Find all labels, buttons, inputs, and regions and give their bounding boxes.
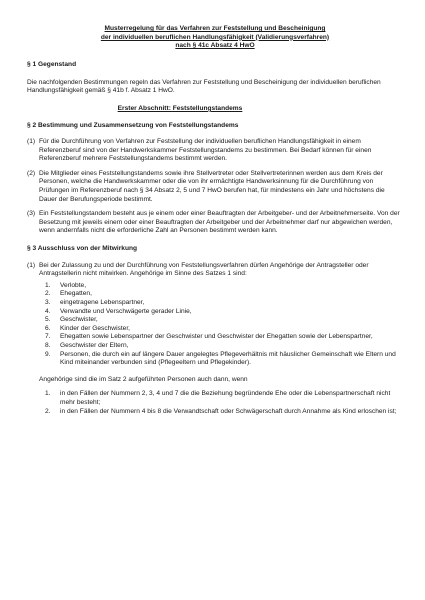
relatives-conditions-list xyxy=(45,390,403,416)
para-text: Die Mitglieder eines Feststellungstandems sowie ihre Stellvertreter oder Stellvertreterinnen werden aus dem Kreis der Personen, welche die Handwerkskammer oder die von ihr ermächtigte Handwerksinnung für die Durchführung von Prüfungen im Referenzberuf nach § 34 Absatz 2, 5 und 7 HwO berufen hat, für mindestens ein Jahr und höchstens die Dauer der Berufungsperiode bestimmt. xyxy=(39,169,385,203)
list-item xyxy=(45,325,403,334)
para-number: (1) xyxy=(27,138,36,146)
list-item xyxy=(45,316,403,325)
para-number: (3) xyxy=(27,210,36,218)
document-title xyxy=(27,25,403,51)
list-item-text: Geschwister der Eltern, xyxy=(60,341,129,349)
section-abschnitt-heading: Erster Abschnitt: Feststellungstandems xyxy=(117,104,243,112)
section-1-text: Die nachfolgenden Bestimmungen regeln das Verfahren zur Feststellung und Bescheinigung der individuellen beruflichen Handlungsfähigkeit gemäß § 41b f. Absatz 1 HwO. xyxy=(27,78,381,95)
section-3-heading: § 3 Ausschluss von der Mitwirkung xyxy=(27,245,138,253)
list-item xyxy=(45,390,403,407)
list-item-number: 9. xyxy=(45,350,51,358)
para-number: (2) xyxy=(27,169,36,177)
list-item-text: in den Fällen der Nummern 2, 3, 4 und 7 die die Beziehung begründende Ehe oder die Lebenspartnerschaft nicht mehr besteht; xyxy=(60,390,391,406)
list-item-number: 5. xyxy=(45,316,51,324)
list-item-number: 2. xyxy=(45,407,51,415)
section-2-para xyxy=(27,138,403,164)
list-item xyxy=(45,408,403,417)
list-item-text: Ehegatten, xyxy=(60,290,92,298)
section-2-para xyxy=(27,210,403,236)
list-item xyxy=(45,333,403,342)
section-3-para-1 xyxy=(27,262,403,279)
list-item xyxy=(45,308,403,317)
para-text: Für die Durchführung von Verfahren zur Feststellung der individuellen beruflichen Handlungsfähigkeit in einem Referenzberuf sind von der Handwerkskammer Feststellungstandems zu bestimmen. Bei Bedarf können für einen Referenzberuf mehrere Feststellungstandems bestimmt werden. xyxy=(39,138,372,163)
list-item-number: 6. xyxy=(45,324,51,332)
section-2-paragraphs xyxy=(27,138,403,236)
list-item xyxy=(45,351,403,368)
section-2-heading: § 2 Bestimmung und Zusammensetzung von Feststellungstandems xyxy=(27,122,239,130)
list-item-text: Ehegatten sowie Lebenspartner der Geschwister und Geschwister der Ehegatten sowie der Lebenspartner, xyxy=(60,333,373,341)
list-item-text: eingetragene Lebenspartner, xyxy=(60,298,145,306)
para-number: (1) xyxy=(27,261,36,269)
list-item-number: 4. xyxy=(45,307,51,315)
list-item-text: Geschwister, xyxy=(60,316,98,324)
para-text: Bei der Zulassung zu und der Durchführung von Feststellungsverfahren dürfen Angehörige der Antragsteller oder Antragstellerin nicht mitwirken. Angehörige im Sinne des Satzes 1 sind: xyxy=(39,261,369,278)
list-item xyxy=(45,299,403,308)
list-item-text: Verwandte und Verschwägerte gerader Linie, xyxy=(60,307,192,315)
title-line-2: der individuellen beruflichen Handlungsfähigkeit (Validierungsverfahren) xyxy=(100,33,330,41)
title-line-3: nach § 41c Absatz 4 HwO xyxy=(175,42,255,50)
list-item-number: 1. xyxy=(45,390,51,398)
list-item-text: Personen, die durch ein auf längere Dauer angelegtes Pflegeverhältnis mit häuslicher Gemeinschaft wie Eltern und Kind miteinander verbunden sind (Pflegeeltern und Pflegekinder). xyxy=(60,350,396,367)
relatives-list xyxy=(45,282,403,368)
section-1-heading: § 1 Gegenstand xyxy=(27,61,77,69)
list-item-number: 3. xyxy=(45,298,51,306)
list-item xyxy=(45,290,403,299)
section-2-para xyxy=(27,170,403,204)
document-page xyxy=(27,25,403,416)
title-line-1: Musterregelung für das Verfahren zur Feststellung und Bescheinigung xyxy=(104,25,326,32)
para-text: Ein Feststellungstandem besteht aus je einem oder einer Beauftragten der Arbeitgeber- und der Arbeitnehmerseite. Von der Besetzung mit jeweils einem oder einer Beauftragten der Arbeitgeber und der Arbeitnehmer darf nur abgewichen werden, wenn andernfalls nicht die erforderliche Zahl an Personen bestimmt werden kann. xyxy=(39,210,400,235)
list-item-text: in den Fällen der Nummern 4 bis 8 die Verwandtschaft oder Schwägerschaft durch Annahme als Kind erloschen ist; xyxy=(60,407,397,415)
list-item xyxy=(45,342,403,351)
list-item-text: Verlobte, xyxy=(60,281,87,289)
list-item-number: 2. xyxy=(45,290,51,298)
list-item-number: 8. xyxy=(45,341,51,349)
list-item-text: Kinder der Geschwister, xyxy=(60,324,130,332)
list-item-number: 1. xyxy=(45,281,51,289)
list-item xyxy=(45,282,403,291)
list-item-number: 7. xyxy=(45,333,51,341)
section-3-intro-2: Angehörige sind die im Satz 2 aufgeführten Personen auch dann, wenn xyxy=(39,375,248,383)
